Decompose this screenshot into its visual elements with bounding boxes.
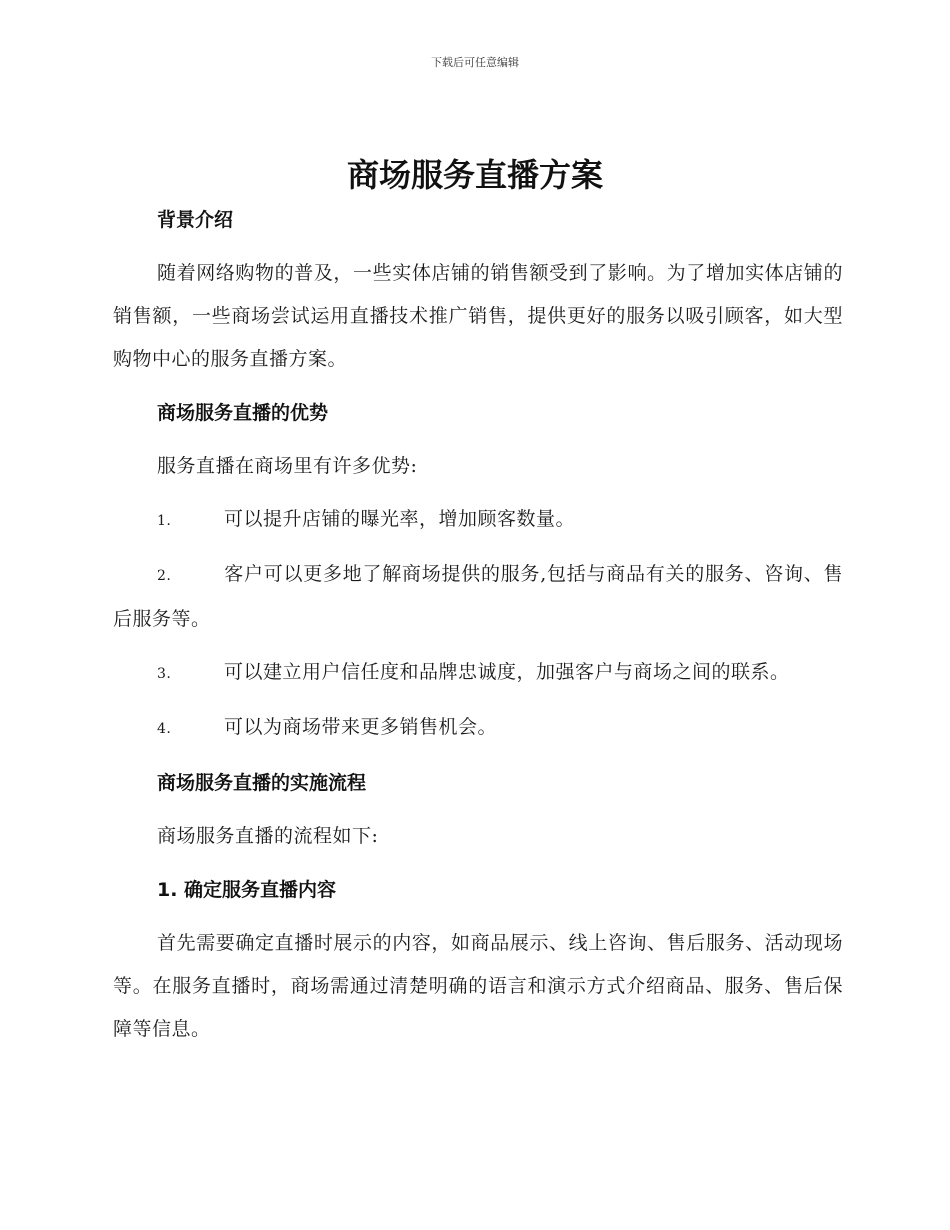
section-heading-advantages: 商场服务直播的优势 xyxy=(157,402,329,424)
list-number: 1. xyxy=(157,513,172,529)
list-item xyxy=(113,498,843,543)
list-number: 2. xyxy=(157,568,172,584)
list-item xyxy=(113,651,843,696)
list-item xyxy=(113,553,843,641)
list-item xyxy=(113,706,843,751)
page-header: 下载后可任意编辑 xyxy=(431,56,519,69)
document-body xyxy=(113,198,843,1051)
section-heading-background: 背景介绍 xyxy=(157,209,234,231)
step1-paragraph: 首先需要确定直播时展示的内容，如商品展示、线上咨询、售后服务、活动现场等。在服务直播时，商场需通过清楚明确的语言和演示方式介绍商品、服务、售后保障等信息。 xyxy=(113,932,843,1040)
list-text: 可以为商场带来更多销售机会。 xyxy=(224,716,498,738)
subheading-step1: 1. 确定服务直播内容 xyxy=(157,879,337,901)
document-title: 商场服务直播方案 xyxy=(346,156,603,194)
section-heading-process: 商场服务直播的实施流程 xyxy=(157,772,367,794)
process-intro: 商场服务直播的流程如下: xyxy=(157,825,379,847)
advantages-intro: 服务直播在商场里有许多优势: xyxy=(157,455,418,477)
list-text: 可以提升店铺的曝光率，增加顾客数量。 xyxy=(224,508,576,530)
list-text: 客户可以更多地了解商场提供的服务,包括与商品有关的服务、咨询、售后服务等。 xyxy=(113,563,843,630)
background-paragraph: 随着网络购物的普及，一些实体店铺的销售额受到了影响。为了增加实体店铺的销售额，一些商场尝试运用直播技术推广销售，提供更好的服务以吸引顾客，如大型购物中心的服务直播方案。 xyxy=(113,262,843,370)
list-number: 3. xyxy=(157,666,172,682)
list-text: 可以建立用户信任度和品牌忠诚度，加强客户与商场之间的联系。 xyxy=(224,661,790,683)
list-number: 4. xyxy=(157,721,172,737)
